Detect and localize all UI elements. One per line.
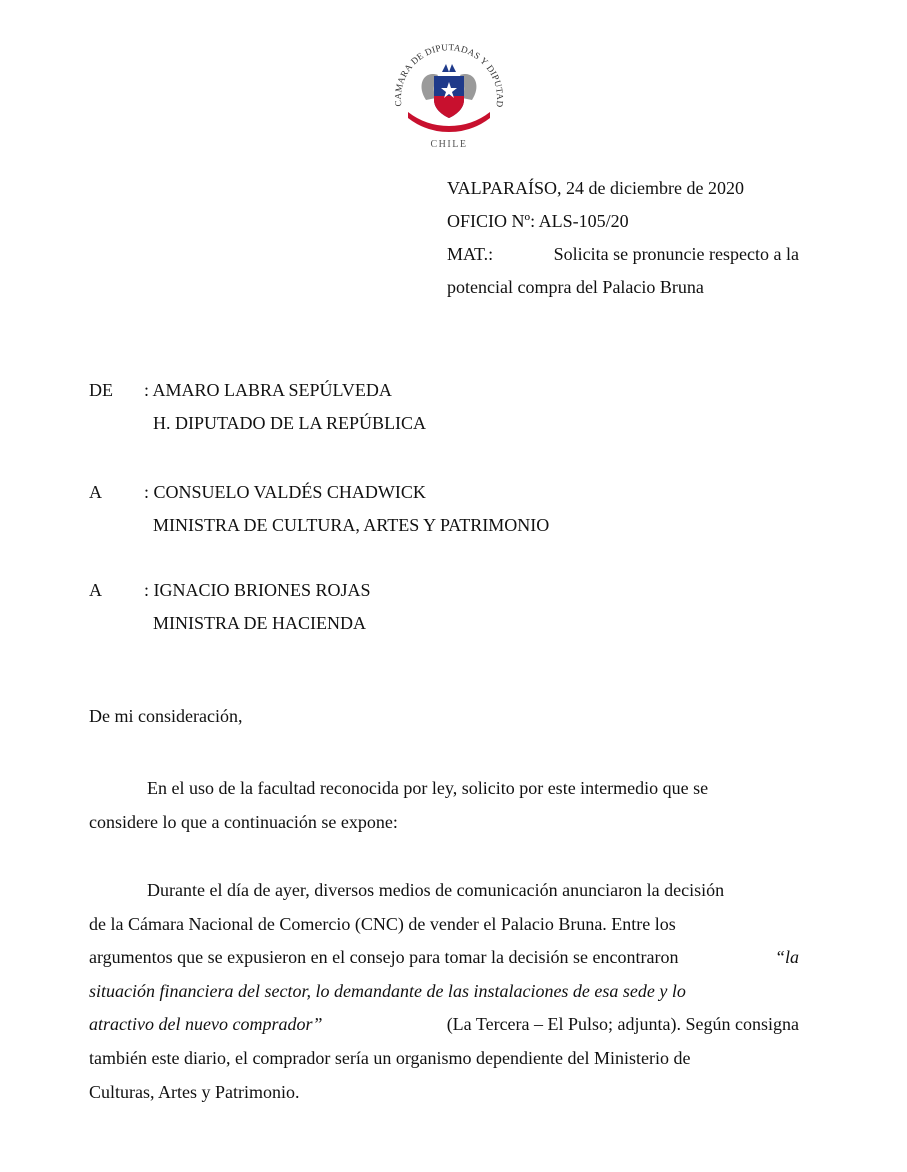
recipient-label: A: [89, 580, 102, 600]
recipient-title: MINISTRA DE HACIENDA: [153, 613, 366, 633]
recipient-block-2: [89, 574, 371, 640]
citation: (La Tercera – El Pulso; adjunta). Según consigna: [446, 1014, 799, 1035]
paragraph-line: de la Cámara Nacional de Comercio (CNC) de vender el Palacio Bruna. Entre los: [89, 913, 676, 934]
oficio-number: OFICIO Nº: ALS-105/20: [447, 211, 629, 231]
quote-start: “la: [774, 947, 799, 968]
subject-label: MAT.:: [447, 244, 494, 264]
paragraph-line: En el uso de la facultad reconocida por ley, solicito por este intermedio que se: [147, 778, 709, 798]
quote-text: situación financiera del sector, lo demandante de las instalaciones de esa sede y lo: [89, 980, 686, 1001]
recipient-name: : CONSUELO VALDÉS CHADWICK: [144, 482, 426, 502]
logo-arc-text: CAMARA DE DIPUTADAS Y DIPUTAD: [392, 42, 506, 109]
recipient-label: A: [89, 482, 102, 502]
sender-label: DE: [89, 380, 113, 400]
paragraph-line: Culturas, Artes y Patrimonio.: [89, 1081, 300, 1102]
paragraph-1: [89, 772, 799, 839]
paragraph-2: [89, 874, 799, 1109]
paragraph-line: Durante el día de ayer, diversos medios de comunicación anunciaron la decisión: [147, 880, 725, 900]
logo-country: CHILE: [430, 139, 468, 150]
subject-line: [447, 238, 799, 271]
sender-name: : AMARO LABRA SEPÚLVEDA: [144, 380, 392, 400]
chamber-logo: [386, 30, 511, 152]
place-date: VALPARAÍSO, 24 de diciembre de 2020: [447, 178, 744, 198]
quote-end: atractivo del nuevo comprador”: [89, 1014, 323, 1035]
recipient-name: : IGNACIO BRIONES ROJAS: [144, 580, 371, 600]
recipient-title: MINISTRA DE CULTURA, ARTES Y PATRIMONIO: [153, 515, 550, 535]
paragraph-line: considere lo que a continuación se expone:: [89, 811, 398, 832]
paragraph-line: argumentos que se expusieron en el consejo para tomar la decisión se encontraron: [89, 947, 679, 968]
plume-icon: [442, 64, 456, 72]
sender-title: H. DIPUTADO DE LA REPÚBLICA: [153, 413, 427, 433]
recipient-block-1: [89, 476, 549, 542]
document-header: [447, 172, 799, 304]
subject-text-2: potencial compra del Palacio Bruna: [447, 277, 704, 297]
sender-block: [89, 374, 426, 440]
greeting: De mi consideración,: [89, 706, 243, 726]
paragraph-line: también este diario, el comprador sería un organismo dependiente del Ministerio de: [89, 1047, 691, 1068]
subject-text-1: Solicita se pronuncie respecto a la: [553, 244, 799, 264]
